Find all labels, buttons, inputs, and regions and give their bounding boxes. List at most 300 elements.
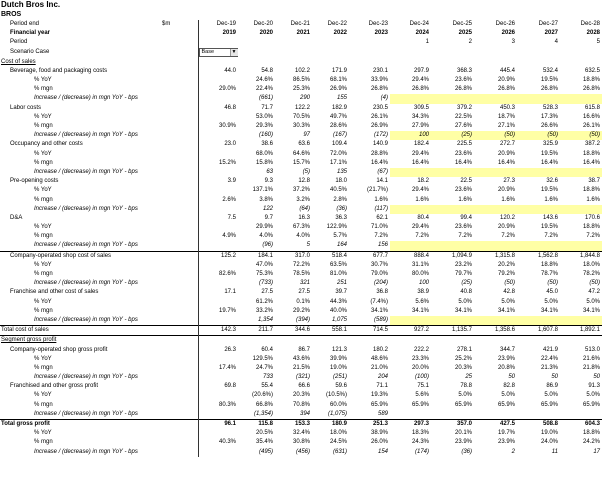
value-cell[interactable]: 37.2% [292,187,310,194]
value-cell[interactable]: 615.8 [584,104,600,111]
value-cell[interactable]: 23.0 [198,140,238,149]
value-cell[interactable]: 18.8% [582,150,600,157]
value-cell[interactable]: (64) [299,205,310,212]
value-cell[interactable]: 68.1% [329,77,347,84]
value-cell[interactable]: 26.8% [582,86,600,93]
header-cell[interactable]: Dec-19 [198,20,238,29]
value-cell[interactable]: 18.0% [582,261,600,268]
value-cell[interactable]: 272.7 [499,141,515,148]
value-cell[interactable]: 18.8% [540,261,558,268]
value-cell[interactable]: 290 [299,95,310,102]
value-cell[interactable] [474,241,517,251]
value-cell[interactable] [390,241,431,251]
value-cell[interactable]: 71.7 [261,104,273,111]
value-cell[interactable]: 48.6% [370,355,388,362]
value-cell[interactable]: 23.6% [454,187,472,194]
header-cell[interactable]: Dec-24 [409,21,429,28]
value-cell[interactable]: 63.6 [298,141,310,148]
value-cell[interactable]: 0.1% [296,298,310,305]
value-cell[interactable]: 2 [511,448,515,455]
value-cell[interactable]: 4.0% [259,233,273,240]
value-cell[interactable] [431,168,474,177]
value-cell[interactable]: 65.9% [582,401,600,408]
value-cell[interactable] [275,336,312,346]
value-cell[interactable] [431,58,474,67]
value-cell[interactable]: 50 [551,374,558,381]
value-cell[interactable] [474,58,517,67]
value-cell[interactable]: 40.0% [329,307,347,314]
value-cell[interactable] [198,113,238,122]
header-cell[interactable]: 2024 [415,30,429,37]
value-cell[interactable]: 5.0% [458,298,472,305]
value-cell[interactable]: 7.2% [458,233,472,240]
value-cell[interactable]: 18.8% [582,187,600,194]
value-cell[interactable]: (10.5%) [325,392,347,399]
value-cell[interactable] [560,94,602,103]
value-cell[interactable]: 61.2% [255,298,273,305]
value-cell[interactable]: 21.6% [582,355,600,362]
value-cell[interactable]: 23.3% [411,355,429,362]
value-cell[interactable]: 21.0% [370,364,388,371]
value-cell[interactable]: 34.1% [497,307,515,314]
value-cell[interactable]: (50) [504,280,515,287]
value-cell[interactable]: 309.5 [413,104,429,111]
value-cell[interactable]: 86.5% [292,77,310,84]
header-cell[interactable]: 2028 [586,30,600,37]
value-cell[interactable]: 27.5 [261,289,273,296]
value-cell[interactable]: 27.3 [503,178,515,185]
value-cell[interactable]: (36) [461,448,472,455]
value-cell[interactable]: 60.0% [329,401,347,408]
value-cell[interactable]: 86.7 [298,346,310,353]
value-cell[interactable]: 30.9% [198,122,238,131]
value-cell[interactable]: 171.9 [331,67,347,74]
value-cell[interactable]: 184.1 [238,251,275,261]
value-cell[interactable] [198,205,238,214]
value-cell[interactable] [390,168,431,177]
value-cell[interactable]: 9.7 [264,214,273,221]
value-cell[interactable]: (495) [258,448,273,455]
value-cell[interactable]: 22.5 [460,178,472,185]
value-cell[interactable]: 29.9% [255,224,273,231]
value-cell[interactable] [390,410,431,420]
value-cell[interactable]: 19.0% [540,430,558,437]
value-cell[interactable]: 25 [465,374,472,381]
header-cell[interactable]: Dec-27 [538,21,558,28]
value-cell[interactable]: 22.4% [540,355,558,362]
value-cell[interactable]: 15.8% [255,159,273,166]
value-cell[interactable]: 22.5% [454,113,472,120]
header-cell[interactable]: 2 [468,39,472,46]
value-cell[interactable]: 59.6 [335,383,347,390]
value-cell[interactable]: 97 [303,132,310,139]
value-cell[interactable]: 32.6 [546,178,558,185]
value-cell[interactable]: 5.0% [501,298,515,305]
value-cell[interactable]: (1,354) [253,410,273,417]
value-cell[interactable]: 20.0% [411,364,429,371]
value-cell[interactable]: (167) [332,132,347,139]
value-cell[interactable]: 2.8% [333,196,347,203]
value-cell[interactable]: 44.0 [198,67,238,76]
header-cell[interactable] [275,38,312,47]
value-cell[interactable] [517,316,560,326]
value-cell[interactable]: 230.5 [372,104,388,111]
value-cell[interactable] [517,241,560,251]
value-cell[interactable]: 33.2% [255,307,273,314]
value-cell[interactable]: (67) [377,168,388,175]
value-cell[interactable]: 32.4% [292,430,310,437]
value-cell[interactable] [198,391,238,400]
value-cell[interactable]: 65.9% [454,401,472,408]
value-cell[interactable] [198,373,238,382]
value-cell[interactable]: 24.6% [255,77,273,84]
value-cell[interactable]: 20.3% [454,364,472,371]
value-cell[interactable]: 29.0% [198,85,238,94]
value-cell[interactable]: (117) [374,205,388,212]
value-cell[interactable]: 18.2 [417,178,429,185]
value-cell[interactable]: 120.2 [499,214,515,221]
value-cell[interactable]: 64.6% [292,150,310,157]
value-cell[interactable]: (50) [560,131,602,140]
value-cell[interactable] [198,223,238,232]
value-cell[interactable] [198,261,238,270]
value-cell[interactable]: 1,315.8 [474,251,517,261]
value-cell[interactable]: (160) [258,132,273,139]
value-cell[interactable]: 25.3% [292,86,310,93]
value-cell[interactable]: 67.3% [292,224,310,231]
value-cell[interactable]: 60.4 [261,346,273,353]
value-cell[interactable]: 153.3 [275,419,312,429]
value-cell[interactable] [198,429,238,438]
value-cell[interactable]: 34.1% [411,307,429,314]
value-cell[interactable] [390,316,431,326]
header-cell[interactable]: 2020 [259,30,273,37]
value-cell[interactable] [275,58,312,67]
value-cell[interactable]: 357.0 [431,419,474,429]
value-cell[interactable] [517,336,560,346]
value-cell[interactable]: 344.7 [499,346,515,353]
value-cell[interactable]: 421.9 [542,346,558,353]
value-cell[interactable]: 5.0% [544,392,558,399]
value-cell[interactable]: 33.9% [370,77,388,84]
value-cell[interactable]: 26.9% [370,123,388,130]
value-cell[interactable]: 39.9% [329,355,347,362]
value-cell[interactable]: 18.0 [335,178,347,185]
value-cell[interactable]: 20.9% [497,187,515,194]
value-cell[interactable]: 65.9% [497,401,515,408]
value-cell[interactable]: (25) [431,131,474,140]
value-cell[interactable]: 20.5% [255,430,273,437]
value-cell[interactable]: 508.8 [517,419,560,429]
value-cell[interactable]: (21.7%) [366,187,388,194]
value-cell[interactable]: 23.9% [454,439,472,446]
value-cell[interactable]: 23.6% [454,224,472,231]
value-cell[interactable]: (100) [414,374,429,381]
value-cell[interactable]: 125.2 [198,251,238,261]
value-cell[interactable]: 137.1% [252,187,273,194]
header-cell[interactable]: 2027 [544,30,558,37]
value-cell[interactable] [198,410,238,420]
value-cell[interactable]: 70.5% [292,113,310,120]
value-cell[interactable]: 7.2% [544,233,558,240]
header-cell[interactable] [312,38,349,47]
value-cell[interactable]: 204 [377,374,388,381]
value-cell[interactable]: (661) [258,95,273,102]
value-cell[interactable]: 50 [593,374,600,381]
value-cell[interactable]: 27.1% [497,123,515,130]
value-cell[interactable] [349,336,390,346]
value-cell[interactable]: 82.6% [198,270,238,279]
value-cell[interactable]: 20.3% [292,392,310,399]
value-cell[interactable]: 677.7 [349,251,390,261]
value-cell[interactable]: 29.4% [411,150,429,157]
value-cell[interactable]: 9.3 [264,178,273,185]
header-cell[interactable]: Dec-28 [580,21,600,28]
value-cell[interactable]: 44.3% [329,298,347,305]
value-cell[interactable]: 888.4 [390,251,431,261]
value-cell[interactable]: 5.0% [544,298,558,305]
value-cell[interactable]: 12.8 [298,178,310,185]
value-cell[interactable]: 1,607.8 [517,326,560,336]
value-cell[interactable]: 450.3 [499,104,515,111]
value-cell[interactable]: 29.4% [411,187,429,194]
value-cell[interactable]: 71.1 [376,383,388,390]
value-cell[interactable]: 532.4 [542,67,558,74]
value-cell[interactable]: 122.9% [326,224,347,231]
value-cell[interactable]: (321) [295,374,310,381]
value-cell[interactable]: 27.5 [298,289,310,296]
value-cell[interactable]: 40.3% [198,438,238,447]
value-cell[interactable]: 733 [262,374,273,381]
value-cell[interactable] [390,94,431,103]
value-cell[interactable]: 72.2% [292,261,310,268]
value-cell[interactable]: 35.4% [255,439,273,446]
value-cell[interactable]: (733) [258,280,273,287]
value-cell[interactable]: 140.9 [372,141,388,148]
value-cell[interactable] [560,205,602,214]
value-cell[interactable]: 19.5% [540,150,558,157]
value-cell[interactable]: 3.8% [259,196,273,203]
value-cell[interactable]: 45.0 [546,289,558,296]
header-cell[interactable]: 2025 [458,30,472,37]
value-cell[interactable]: 22.4% [255,86,273,93]
value-cell[interactable]: (50) [517,131,560,140]
value-cell[interactable]: 17 [593,448,600,455]
value-cell[interactable]: 23.9% [497,355,515,362]
value-cell[interactable]: 182.4 [413,141,429,148]
value-cell[interactable]: 129.5% [252,355,273,362]
value-cell[interactable]: 20.9% [497,77,515,84]
value-cell[interactable]: 20.2% [497,261,515,268]
value-cell[interactable]: (50) [474,131,517,140]
value-cell[interactable]: (589) [373,316,388,323]
value-cell[interactable]: (50) [589,280,600,287]
value-cell[interactable]: 75.3% [255,271,273,278]
value-cell[interactable]: 1,075 [331,316,347,323]
value-cell[interactable]: 100 [390,131,431,140]
value-cell[interactable]: 368.3 [456,67,472,74]
value-cell[interactable]: 34.1% [454,307,472,314]
value-cell[interactable]: 80.0% [411,271,429,278]
value-cell[interactable]: (20.6%) [251,392,273,399]
value-cell[interactable]: 34.1% [540,307,558,314]
value-cell[interactable] [431,410,474,420]
value-cell[interactable]: 34.1% [582,307,600,314]
value-cell[interactable]: 78.8 [460,383,472,390]
value-cell[interactable] [517,168,560,177]
value-cell[interactable]: 26.0% [370,439,388,446]
value-cell[interactable] [517,94,560,103]
value-cell[interactable]: 21.8% [582,364,600,371]
value-cell[interactable]: 30.7% [370,261,388,268]
value-cell[interactable]: 394 [299,410,310,417]
value-cell[interactable] [390,58,431,67]
value-cell[interactable]: 66.6 [298,383,310,390]
value-cell[interactable]: 5.6% [415,298,429,305]
value-cell[interactable]: 445.4 [499,67,515,74]
value-cell[interactable] [474,168,517,177]
header-cell[interactable]: 2019 [198,29,238,38]
value-cell[interactable]: 7.5 [198,214,238,223]
value-cell[interactable]: 5 [306,242,310,249]
value-cell[interactable]: 143.6 [542,214,558,221]
value-cell[interactable]: 632.5 [584,67,600,74]
value-cell[interactable]: 15.2% [198,159,238,168]
value-cell[interactable]: 317.0 [275,251,312,261]
value-cell[interactable] [198,298,238,307]
value-cell[interactable]: 5.0% [501,392,515,399]
value-cell[interactable]: 26.3 [198,345,238,354]
value-cell[interactable]: 78.7% [540,271,558,278]
value-cell[interactable]: 164 [336,242,347,249]
value-cell[interactable]: 14.1 [376,178,388,185]
value-cell[interactable]: 18.3% [411,430,429,437]
value-cell[interactable]: 16.6% [582,113,600,120]
value-cell[interactable]: 135 [336,168,347,175]
value-cell[interactable]: 40.8 [460,289,472,296]
value-cell[interactable]: 43.6% [292,355,310,362]
value-cell[interactable]: 63 [266,168,273,175]
value-cell[interactable]: 42.8 [503,289,515,296]
value-cell[interactable]: 86.9 [546,383,558,390]
value-cell[interactable]: 142.3 [198,326,238,336]
value-cell[interactable]: 79.2% [497,271,515,278]
value-cell[interactable]: 24.3% [411,439,429,446]
value-cell[interactable] [431,241,474,251]
value-cell[interactable]: 66.8% [255,401,273,408]
value-cell[interactable]: 18.7% [497,113,515,120]
value-cell[interactable] [431,94,474,103]
value-cell[interactable]: 1.6% [374,196,388,203]
value-cell[interactable]: 39.7 [335,289,347,296]
value-cell[interactable]: 72.0% [329,150,347,157]
value-cell[interactable]: 1.6% [415,196,429,203]
value-cell[interactable]: 17.3% [540,113,558,120]
value-cell[interactable] [198,355,238,364]
value-cell[interactable] [390,205,431,214]
value-cell[interactable]: 29.2% [292,307,310,314]
value-cell[interactable] [431,316,474,326]
value-cell[interactable]: 1.6% [544,196,558,203]
value-cell[interactable]: 170.6 [584,214,600,221]
value-cell[interactable]: 2.6% [198,195,238,204]
value-cell[interactable]: 19.5% [540,187,558,194]
header-cell[interactable]: Dec-20 [253,21,273,28]
value-cell[interactable]: 19.7% [198,307,238,316]
value-cell[interactable]: 278.1 [456,346,472,353]
value-cell[interactable] [560,241,602,251]
value-cell[interactable]: 17.1 [198,288,238,297]
value-cell[interactable]: 1.6% [586,196,600,203]
header-cell[interactable]: Dec-23 [368,21,388,28]
value-cell[interactable]: 23.6% [454,77,472,84]
value-cell[interactable]: 1,358.6 [474,326,517,336]
value-cell[interactable]: 5.0% [586,298,600,305]
value-cell[interactable]: 78.2% [582,271,600,278]
value-cell[interactable]: 54.8 [261,67,273,74]
value-cell[interactable]: (7.4%) [370,298,388,305]
header-cell[interactable]: Dec-25 [452,21,472,28]
value-cell[interactable]: 75.1 [417,383,429,390]
value-cell[interactable]: 297.3 [390,419,431,429]
value-cell[interactable]: 23.6% [454,150,472,157]
value-cell[interactable]: 16.4% [454,159,472,166]
value-cell[interactable] [390,336,431,346]
value-cell[interactable] [474,410,517,420]
value-cell[interactable]: 36.3 [335,214,347,221]
value-cell[interactable]: (36) [336,205,347,212]
value-cell[interactable]: 1,892.1 [560,326,602,336]
header-cell[interactable]: 2021 [296,30,310,37]
value-cell[interactable]: (50) [547,280,558,287]
value-cell[interactable] [517,205,560,214]
value-cell[interactable]: 3.2% [296,196,310,203]
value-cell[interactable] [198,150,238,159]
header-cell[interactable] [238,38,275,47]
header-cell[interactable] [198,38,238,47]
value-cell[interactable] [560,336,602,346]
value-cell[interactable]: 19.5% [540,224,558,231]
value-cell[interactable]: 96.1 [198,419,238,429]
value-cell[interactable]: 297.9 [413,67,429,74]
value-cell[interactable] [517,58,560,67]
value-cell[interactable]: 225.5 [456,141,472,148]
value-cell[interactable]: 69.8 [198,382,238,391]
value-cell[interactable]: 26.9% [329,86,347,93]
value-cell[interactable]: 50 [508,374,515,381]
value-cell[interactable]: 70.8% [292,401,310,408]
value-cell[interactable]: 24.2% [582,439,600,446]
value-cell[interactable]: 251.3 [349,419,390,429]
value-cell[interactable]: 17.4% [198,364,238,373]
value-cell[interactable] [198,58,238,67]
value-cell[interactable]: 34.1% [370,307,388,314]
value-cell[interactable]: 18.0% [329,430,347,437]
value-cell[interactable]: 27.9% [411,123,429,130]
value-cell[interactable]: 31.1% [411,261,429,268]
value-cell[interactable]: 19.3% [370,392,388,399]
value-cell[interactable]: 38.9% [370,430,388,437]
value-cell[interactable] [474,336,517,346]
value-cell[interactable]: 1,562.8 [517,251,560,261]
value-cell[interactable]: 714.5 [349,326,390,336]
header-cell[interactable]: 5 [596,39,600,46]
header-cell[interactable]: Dec-21 [290,21,310,28]
value-cell[interactable]: 16.3 [298,214,310,221]
value-cell[interactable]: 49.7% [329,113,347,120]
header-cell[interactable]: 2023 [374,30,388,37]
value-cell[interactable]: 81.0% [329,271,347,278]
